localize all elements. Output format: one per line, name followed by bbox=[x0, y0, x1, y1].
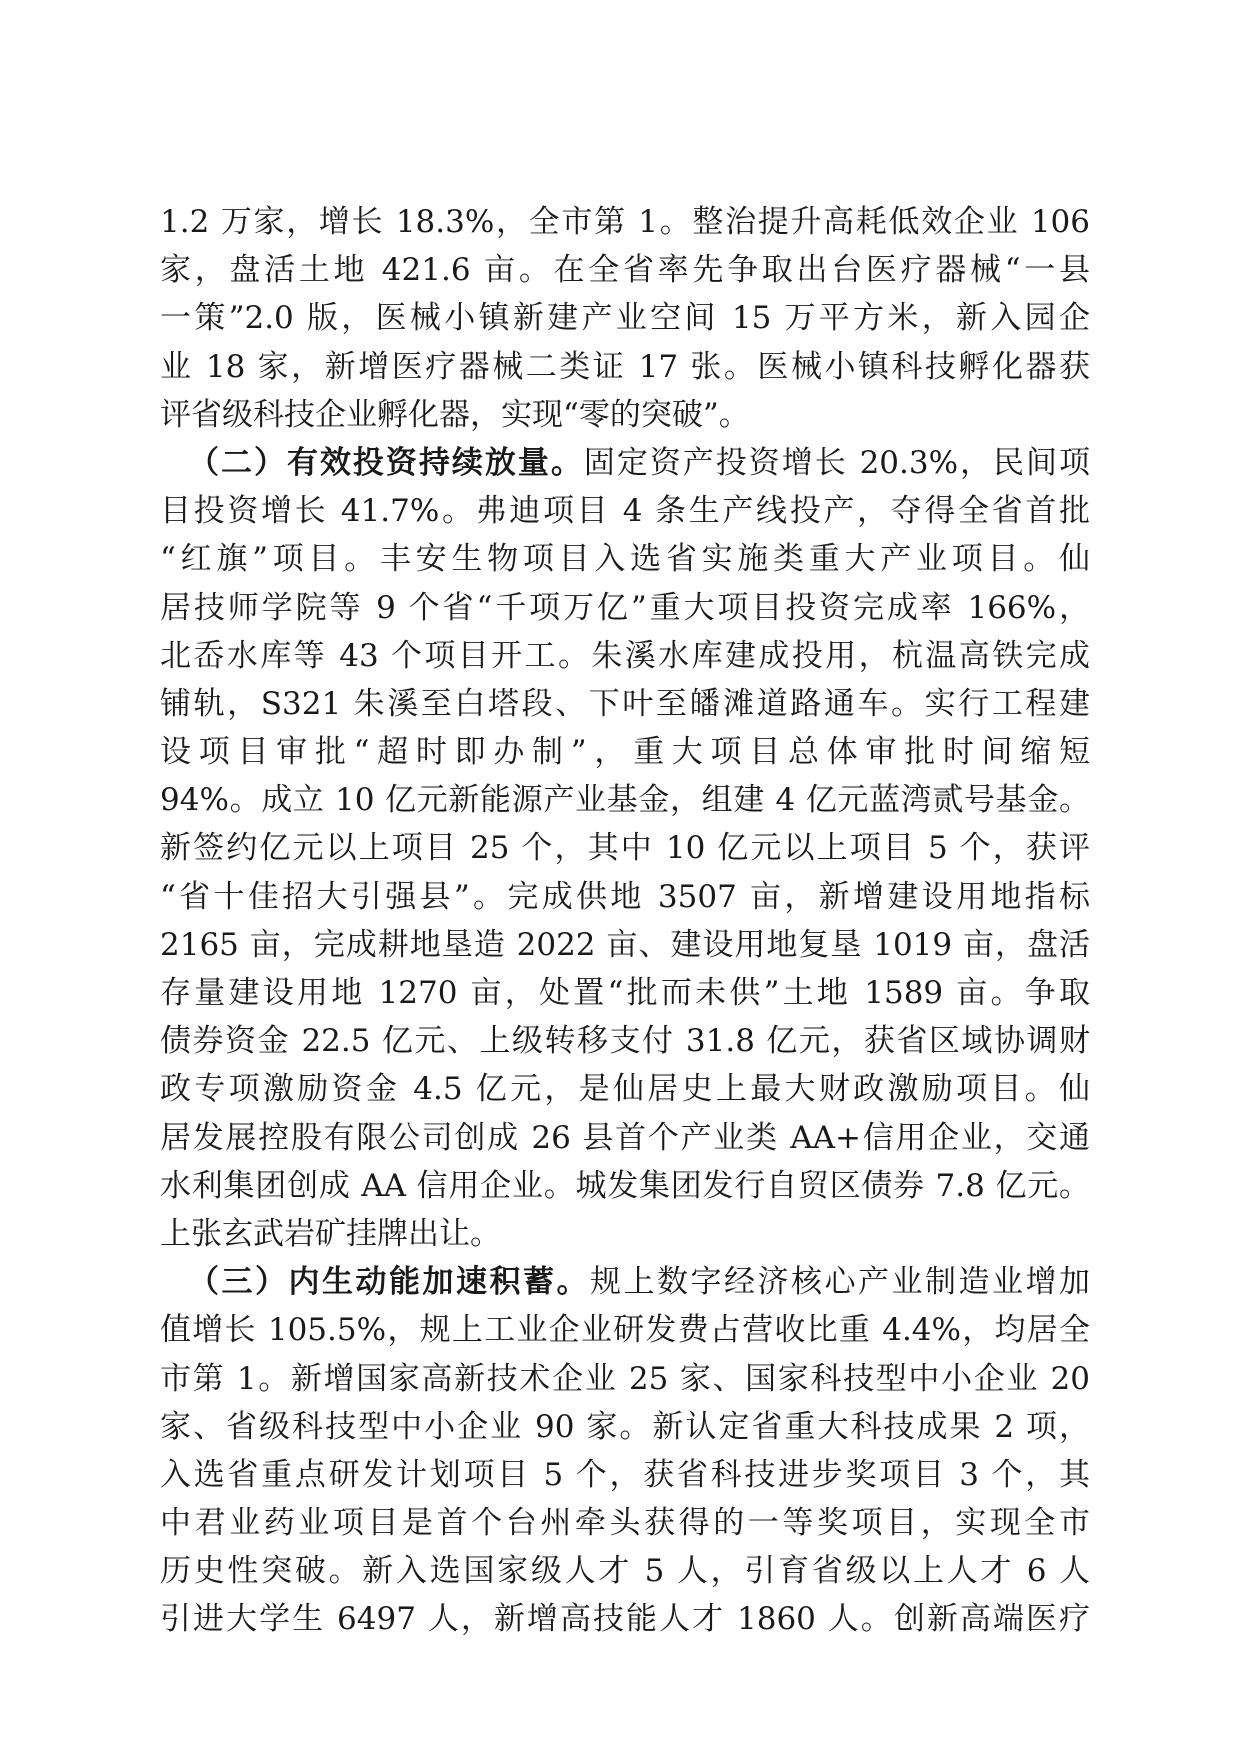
text-line: “红旗”项目。丰安生物项目入选省实施类重大产业项目。仙 bbox=[160, 541, 1090, 578]
body-text bbox=[160, 198, 1090, 1644]
text-line: 债券资金 22.5 亿元、上级转移支付 31.8 亿元，获省区域协调财 bbox=[160, 1023, 1090, 1060]
text-line: 水利集团创成 AA 信用企业。城发集团发行自贸区债券 7.8 亿元。 bbox=[160, 1167, 1090, 1204]
text-line: 引进大学生 6497 人，新增高技能人才 1860 人。创新高端医疗 bbox=[160, 1601, 1090, 1638]
text-line: “省十佳招大引强县”。完成供地 3507 亩，新增建设用地指标 bbox=[160, 878, 1090, 915]
text-line: 评省级科技企业孵化器，实现“零的突破”。 bbox=[160, 396, 750, 433]
paragraph-1 bbox=[160, 198, 1090, 439]
text-line bbox=[160, 439, 1090, 487]
text-line: 历史性突破。新入选国家级人才 5 人，引育省级以上人才 6 人 bbox=[160, 1553, 1090, 1590]
text-line: 家，盘活土地 421.6 亩。在全省率先争取出台医疗器械“一县 bbox=[160, 252, 1090, 289]
paragraph-3 bbox=[160, 1258, 1090, 1644]
text-fragment: 规上数字经济核心产业制造业增加 bbox=[590, 1264, 1090, 1301]
text-line: 家、省级科技型中小企业 90 家。新认定省重大科技成果 2 项， bbox=[160, 1408, 1090, 1445]
section-heading-2: （二）有效投资持续放量。 bbox=[188, 444, 584, 481]
text-line: 居技师学院等 9 个省“千项万亿”重大项目投资完成率 166%， bbox=[160, 589, 1090, 626]
text-line bbox=[160, 1258, 1090, 1306]
text-line: 94%。成立 10 亿元新能源产业基金，组建 4 亿元蓝湾贰号基金。 bbox=[160, 782, 1090, 819]
text-line: 市第 1。新增国家高新技术企业 25 家、国家科技型中小企业 20 bbox=[160, 1360, 1090, 1397]
text-line: 居发展控股有限公司创成 26 县首个产业类 AA+信用企业，交通 bbox=[160, 1119, 1090, 1156]
text-line: 上张玄武岩矿挂牌出让。 bbox=[160, 1215, 501, 1252]
text-line: 2165 亩，完成耕地垦造 2022 亩、建设用地复垦 1019 亩，盘活 bbox=[160, 926, 1090, 963]
text-line: 一策”2.0 版，医械小镇新建产业空间 15 万平方米，新入园企 bbox=[160, 300, 1090, 337]
text-line: 目投资增长 41.7%。弗迪项目 4 条生产线投产，夺得全省首批 bbox=[160, 493, 1090, 530]
text-fragment: 固定资产投资增长 20.3%，民间项 bbox=[583, 444, 1090, 481]
text-line: 值增长 105.5%，规上工业企业研发费占营收比重 4.4%，均居全 bbox=[160, 1312, 1090, 1349]
section-heading-3: （三）内生动能加速积蓄。 bbox=[188, 1264, 590, 1301]
text-line: 新签约亿元以上项目 25 个，其中 10 亿元以上项目 5 个，获评 bbox=[160, 830, 1090, 867]
paragraph-2 bbox=[160, 439, 1090, 1258]
text-line: 入选省重点研发计划项目 5 个，获省科技进步奖项目 3 个，其 bbox=[160, 1456, 1090, 1493]
text-line: 1.2 万家，增长 18.3%，全市第 1。整治提升高耗低效企业 106 bbox=[160, 204, 1090, 240]
text-line: 政专项激励资金 4.5 亿元，是仙居史上最大财政激励项目。仙 bbox=[160, 1071, 1090, 1108]
text-line: 北岙水库等 43 个项目开工。朱溪水库建成投用，杭温高铁完成 bbox=[160, 637, 1090, 674]
text-line: 中君业药业项目是首个台州牵头获得的一等奖项目，实现全市 bbox=[160, 1505, 1090, 1542]
text-line: 铺轨，S321 朱溪至白塔段、下叶至皤滩道路通车。实行工程建 bbox=[160, 685, 1090, 722]
text-line: 设项目审批“超时即办制”，重大项目总体审批时间缩短 bbox=[160, 734, 1090, 771]
text-line: 存量建设用地 1270 亩，处置“批而未供”土地 1589 亩。争取 bbox=[160, 975, 1090, 1011]
text-line: 业 18 家，新增医疗器械二类证 17 张。医械小镇科技孵化器获 bbox=[160, 348, 1090, 385]
